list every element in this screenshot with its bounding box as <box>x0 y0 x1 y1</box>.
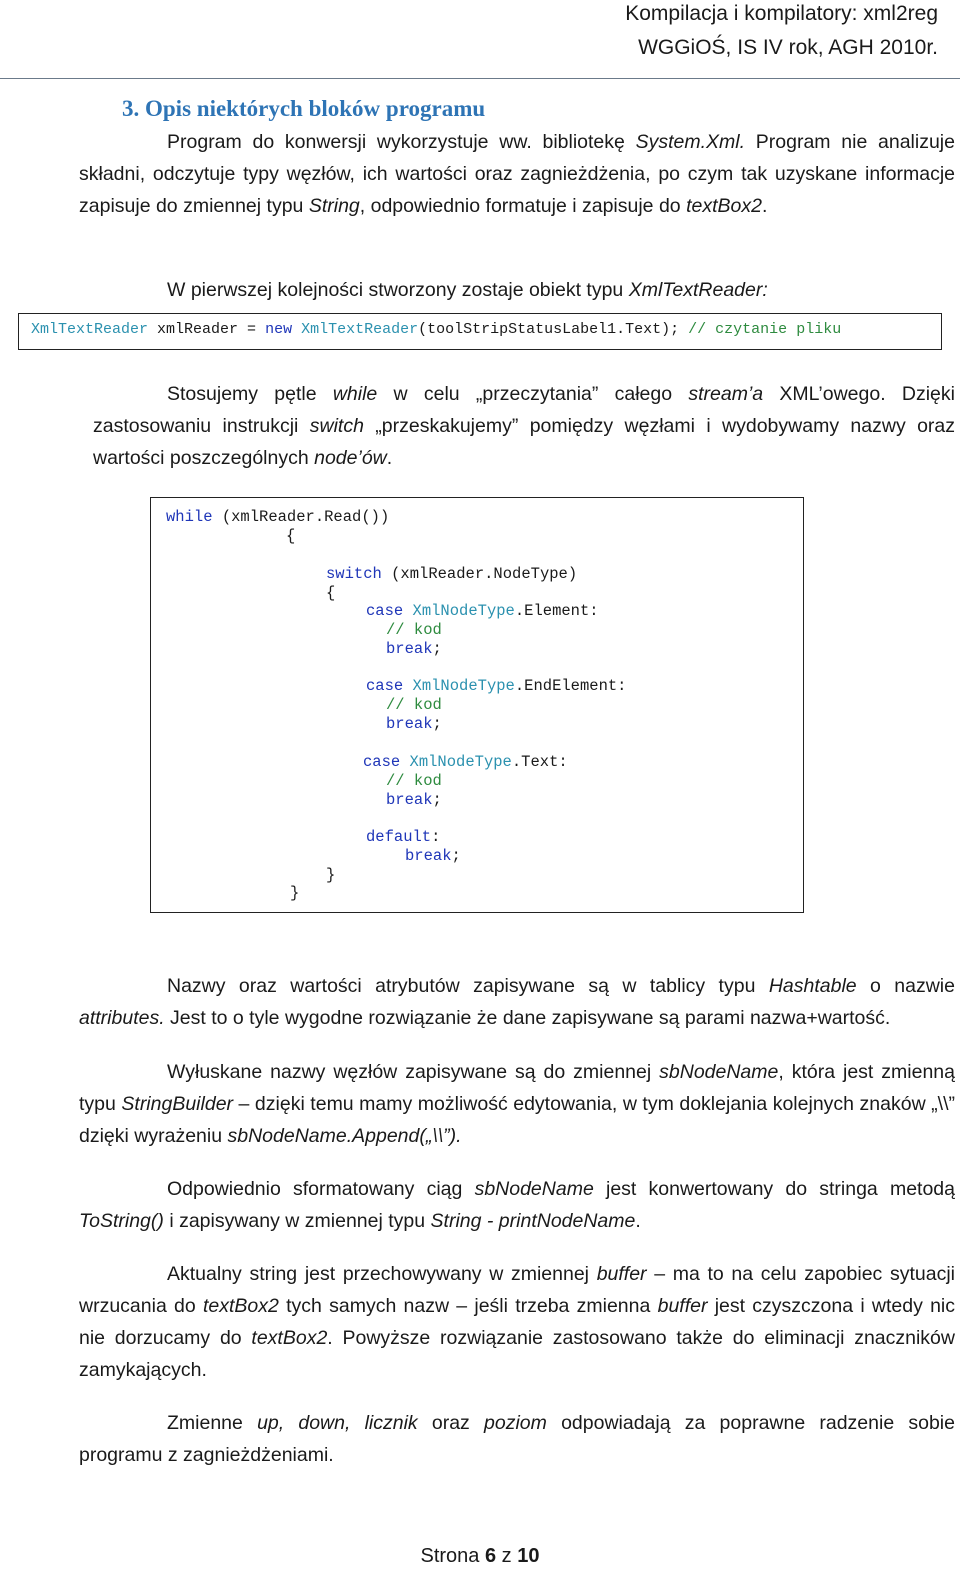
header-divider <box>0 78 960 79</box>
paragraph-xmltextreader: W pierwszej kolejności stworzony zostaje obiekt typu XmlTextReader: <box>167 279 768 301</box>
code-line-case-text: case XmlNodeType.Text: <box>363 753 568 771</box>
code-line-while: while (xmlReader.Read()) <box>166 508 390 526</box>
code-block-while-switch <box>150 497 804 913</box>
code-line-break: break; <box>386 640 442 658</box>
code-line-switch-brace-open: { <box>326 584 336 602</box>
code-line-switch-brace-close: } <box>326 866 336 884</box>
code-line-break: break; <box>386 715 442 733</box>
code-line-switch: switch (xmlReader.NodeType) <box>326 565 578 583</box>
code-line-default: default: <box>366 828 441 846</box>
header-title: Kompilacja i kompilatory: xml2reg <box>625 2 938 25</box>
paragraph-while-loop: Stosujemy pętle while w celu „przeczytania” całego stream’a XML’owego. Dzięki zastosowaniu instrukcji switch „przeskakujemy” pomiędzy węzłami i wydobywamy nazwy oraz wartości poszczególnych node’ów. <box>93 383 956 469</box>
header-subtitle: WGGiOŚ, IS IV rok, AGH 2010r. <box>638 36 938 59</box>
code-line-comment: // kod <box>386 621 442 639</box>
code-line-brace-open: { <box>286 527 296 545</box>
code-snippet-reader: XmlTextReader xmlReader = new XmlTextReader(toolStripStatusLabel1.Text); // czytanie pliku <box>18 313 942 350</box>
section-title: 3. Opis niektórych bloków programu <box>122 96 486 121</box>
paragraph-intro: Program do konwersji wykorzystuje ww. bibliotekę System.Xml. Program nie analizuje składni, odczytuje typy węzłów, ich wartości oraz zagnieżdżenia, po czym tak uzyskane informacje zapisuje do zmiennej typu String, odpowiednio formatuje i zapisuje do textBox2. <box>79 131 955 217</box>
paragraph-sbnodename: Wyłuskane nazwy węzłów zapisywane są do zmiennej sbNodeName, która jest zmienną typu StringBuilder – dzięki temu mamy możliwość edytowania, w tym doklejania kolejnych znaków „\\” dzięki wyrażeniu sbNodeName.Append(„\\”). <box>79 1061 955 1147</box>
code-line-case-endelement: case XmlNodeType.EndElement: <box>366 677 627 695</box>
page-number: Strona 6 z 10 <box>420 1545 540 1567</box>
code-line-break: break; <box>405 847 461 865</box>
code-line-case-element: case XmlNodeType.Element: <box>366 602 599 620</box>
code-line-comment: // kod <box>386 772 442 790</box>
paragraph-tostring: Odpowiednio sformatowany ciąg sbNodeName jest konwertowany do stringa metodą ToString() i zapisywany w zmiennej typu String - printNodeName. <box>79 1178 955 1232</box>
code-line-comment: // kod <box>386 696 442 714</box>
code-line-brace-close: } <box>290 884 300 902</box>
paragraph-variables: Zmienne up, down, licznik oraz poziom odpowiadają za poprawne radzenie sobie programu z zagnieżdżeniami. <box>79 1412 955 1466</box>
code-line-break: break; <box>386 791 442 809</box>
paragraph-buffer: Aktualny string jest przechowywany w zmiennej buffer – ma to na celu zapobiec sytuacji wrzucania do textBox2 tych samych nazw – jeśli trzeba zmienna buffer jest czyszczona i wtedy nic nie dorzucamy do textBox2. Powyższe rozwiązanie zastosowano także do eliminacji znaczników zamykających. <box>79 1263 955 1381</box>
paragraph-attributes: Nazwy oraz wartości atrybutów zapisywane są w tablicy typu Hashtable o nazwie attributes. Jest to o tyle wygodne rozwiązanie że dane zapisywane są parami nazwa+wartość. <box>79 975 955 1029</box>
